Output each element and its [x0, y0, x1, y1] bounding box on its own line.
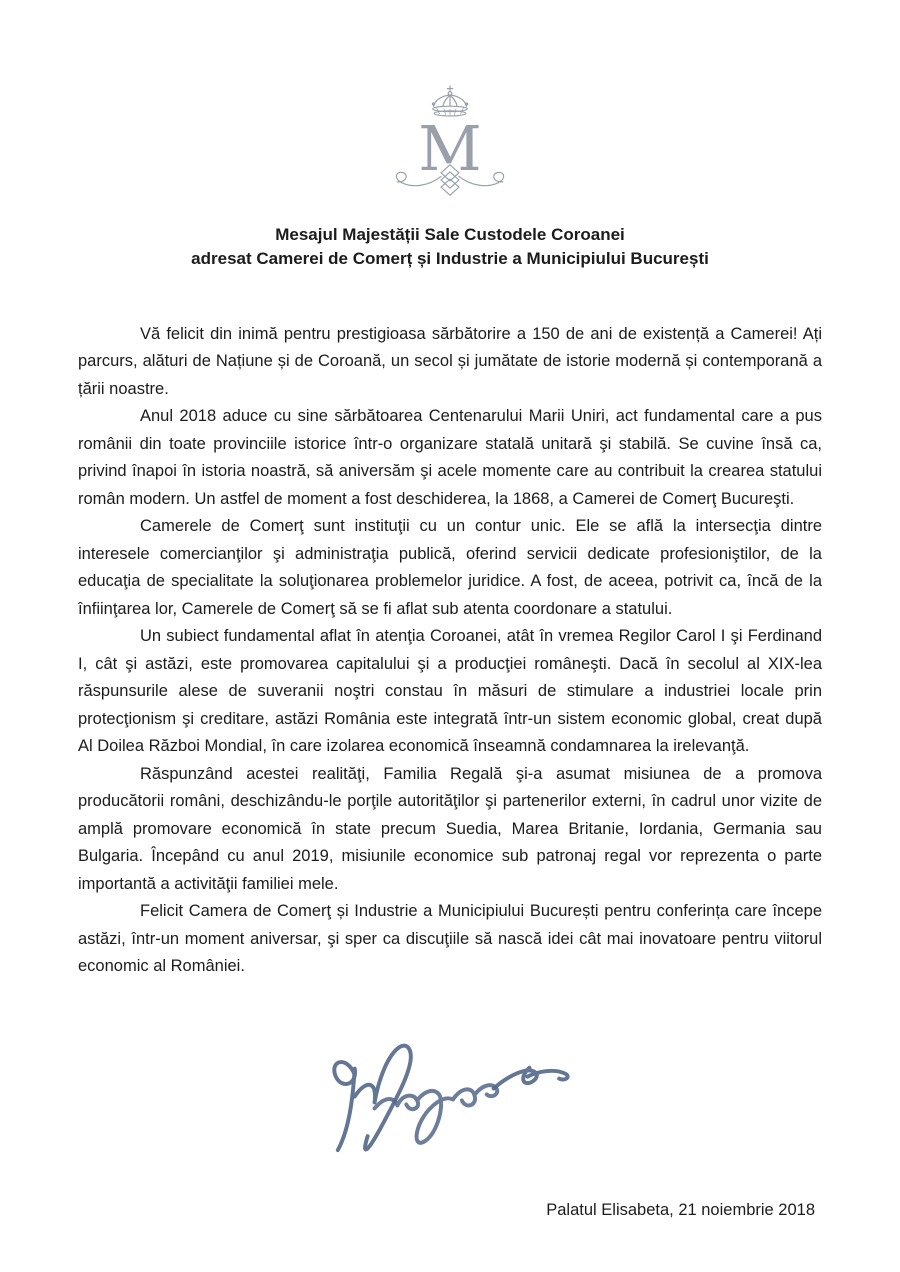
signature — [310, 1027, 590, 1161]
paragraph: Un subiect fundamental aflat în atenţia Coroanei, atât în vremea Regilor Carol I şi Ferdinand I, cât şi astăzi, este promovarea capitalului şi a producţiei româneşti. Dacă în secolul al XIX-lea răspunsurile alese de suveranii noştri constau în măsuri de stimulare a industriei locale prin protecţionism şi creditare, astăzi România este integrată într-un sistem economic global, creat după Al Doilea Război Mondial, în care izolarea economică înseamnă condamnarea la irelevanţă. — [78, 627, 822, 756]
letter-title-line1: Mesajul Majestății Sale Custodele Coroanei — [275, 224, 625, 244]
paragraph: Camerele de Comerţ sunt instituţii cu un contur unic. Ele se află la intersecţia dintre interesele comercianţilor şi administraţia publică, oferind servicii dedicate profesioniştilor, de la educaţia de specialitate la soluţionarea problemelor juridice. A fost, de aceea, potrivit ca, încă de la înfiinţarea lor, Camerele de Comerţ să se fi aflat sub atenta coordonare a statului. — [78, 517, 822, 618]
paragraph: Anul 2018 aduce cu sine sărbătoarea Centenarului Marii Uniri, act fundamental care a pus românii din toate provinciile istorice într-o organizare statală unitară şi stabilă. Se cuvine însă ca, privind înapoi în istoria noastră, să aniversăm şi acele momente care au contribuit la crearea statului român modern. Un astfel de moment a fost deschiderea, la 1868, a Camerei de Comerţ Bucureşti. — [78, 407, 822, 508]
paragraph: Răspunzând acestei realităţi, Familia Regală şi-a asumat misiunea de a promova producătorii români, deschizându-le porţile autorităţilor şi partenerilor externi, în cadrul unor vizite de amplă promovare economică în state precum Suedia, Marea Britanie, Iordania, Germania sau Bulgaria. Începând cu anul 2019, misiunile economice sub patronaj regal vor reprezenta o parte importantă a activităţii familiei mele. — [78, 764, 822, 893]
paragraph: Vă felicit din inimă pentru prestigioasa sărbătorire a 150 de ani de existență a Camerei! Ați parcurs, alături de Națiune și de Coroană, un secol și jumătate de istorie modernă și contemporană a țării noastre. — [78, 324, 822, 398]
monogram-letter: M — [418, 112, 482, 185]
signature-ink — [310, 1027, 590, 1161]
dateline: Palatul Elisabeta, 21 noiembrie 2018 — [546, 1200, 815, 1219]
paragraph: Felicit Camera de Comerţ și Industrie a Municipiului București pentru conferința care începe astăzi, într-un moment aniversar, şi sper ca discuţiile să nască idei cât mai inovatoare pentru viitorul economic al României. — [78, 902, 822, 976]
letter-body — [78, 321, 822, 981]
letter-title — [0, 223, 900, 271]
letter-title-line2: adresat Camerei de Comerț și Industrie a Municipiului București — [191, 248, 709, 268]
royal-monogram — [0, 0, 900, 197]
